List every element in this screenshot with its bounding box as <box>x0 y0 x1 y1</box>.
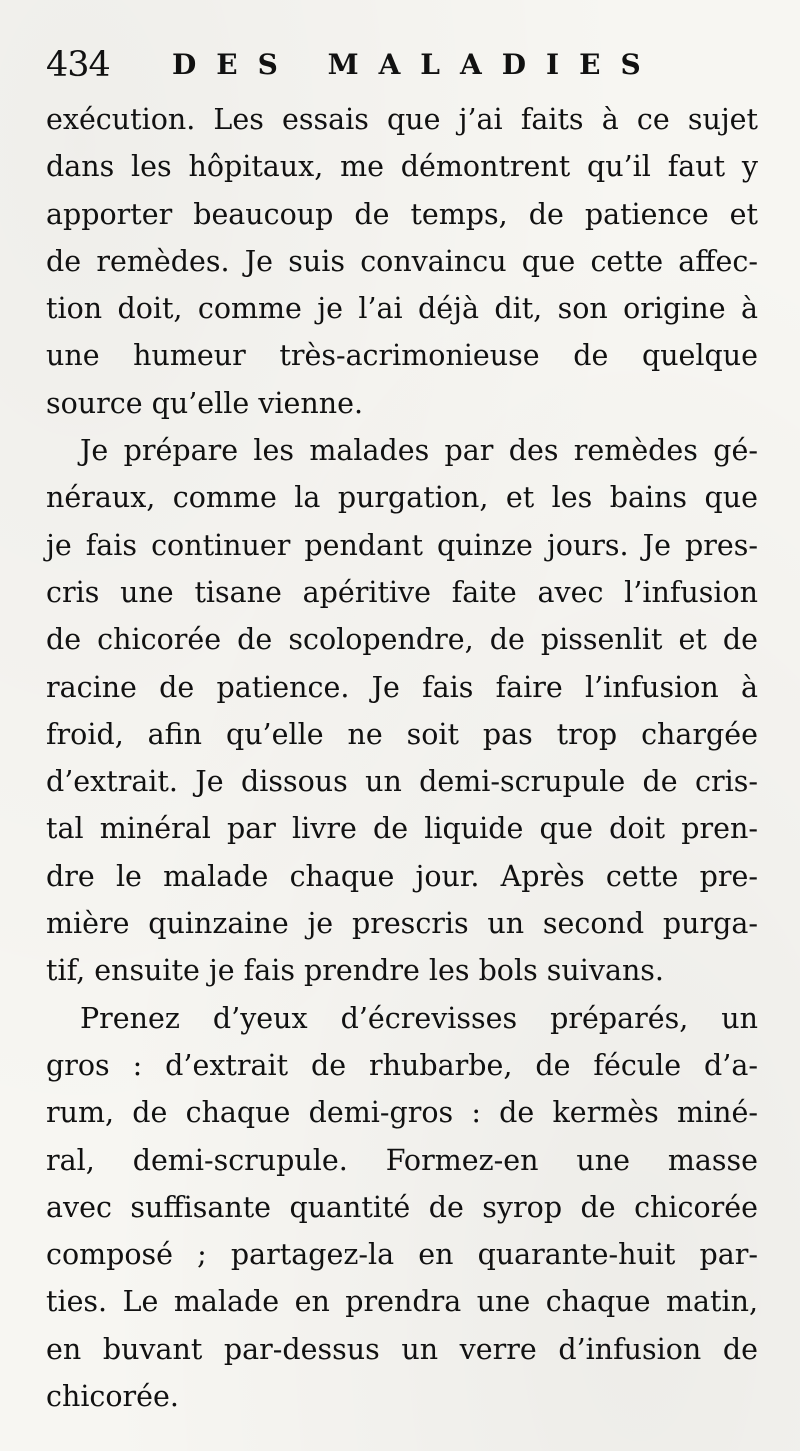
text-line: ties. Le malade en prendra une chaque matin, <box>46 1285 758 1319</box>
text-line: néraux, comme la purgation, et les bains que <box>46 481 758 515</box>
paragraph-end-line: tif, ensuite je fais prendre les bols suivans. <box>46 954 664 988</box>
text-line: une humeur très-acrimonieuse de quelque <box>46 339 758 373</box>
text-line: dre le malade chaque jour. Après cette pre- <box>46 859 758 893</box>
text-line: en buvant par-dessus un verre d’infusion de <box>46 1332 758 1366</box>
paragraph-start-line: Prenez d’yeux d’écrevisses préparés, un <box>80 1001 758 1035</box>
paragraph-end-line: source qu’elle vienne. <box>46 386 364 420</box>
page-header <box>46 40 766 90</box>
text-line: rum, de chaque demi-gros : de kermès miné- <box>46 1096 758 1130</box>
text-line: d’extrait. Je dissous un demi-scrupule de cris- <box>46 765 758 799</box>
paragraph-end-line: chicorée. <box>46 1380 179 1414</box>
text-line: avec suffisante quantité de syrop de chicorée <box>46 1190 758 1224</box>
text-line: apporter beaucoup de temps, de patience et <box>46 197 758 231</box>
text-line: cris une tisane apéritive faite avec l’infusion <box>46 575 758 609</box>
text-line: je fais continuer pendant quinze jours. Je pres- <box>46 528 758 562</box>
text-line: exécution. Les essais que j’ai faits à ce sujet <box>46 103 758 136</box>
text-line: mière quinzaine je prescris un second purga- <box>46 907 758 941</box>
text-line: tal minéral par livre de liquide que doit pren- <box>46 812 758 846</box>
text-line: froid, afin qu’elle ne soit pas trop chargée <box>46 717 758 751</box>
text-line: tion doit, comme je l’ai déjà dit, son origine à <box>46 292 758 326</box>
page-number: 434 <box>46 45 110 85</box>
body-text <box>46 96 758 1420</box>
text-line: dans les hôpitaux, me démontrent qu’il faut y <box>46 150 758 184</box>
paragraph-start-line: Je prépare les malades par des remèdes gé- <box>80 434 758 468</box>
text-line: racine de patience. Je fais faire l’infusion à <box>46 670 758 704</box>
running-title: DES MALADIES <box>172 48 661 81</box>
text-line: composé ; partagez-la en quarante-huit par- <box>46 1238 758 1272</box>
text-line: de remèdes. Je suis convaincu que cette affec- <box>46 244 758 278</box>
text-line: ral, demi-scrupule. Formez-en une masse <box>46 1143 758 1177</box>
text-line: gros : d’extrait de rhubarbe, de fécule d’a- <box>46 1048 758 1082</box>
text-line: de chicorée de scolopendre, de pissenlit et de <box>46 623 758 657</box>
